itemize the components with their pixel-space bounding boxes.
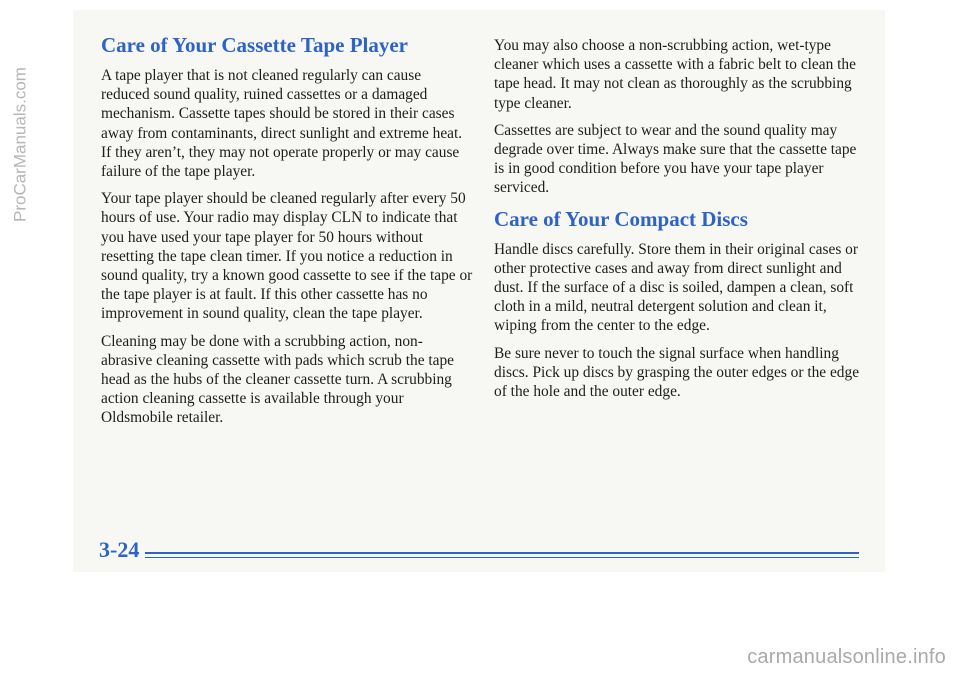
right-column — [494, 36, 866, 409]
bottom-watermark: carmanualsonline.info — [747, 646, 946, 668]
cassette-care-paragraph-2: Your tape player should be cleaned regularly after every 50 hours of use. Your radio may display CLN to indicate that you have used your tape player for 50 hours without resetting the tape clean timer. If you notice a reduction in sound quality, try a known good cassette to see if the tape or the tape player is at fault. If this other cassette has no improvement in sound quality, clean the tape player. — [101, 190, 473, 323]
page-number: 3-24 — [99, 537, 140, 562]
disc-signal-surface-paragraph: Be sure never to touch the signal surface when handling discs. Pick up discs by grasping the outer edges or the edge of the hole and the outer edge. — [494, 344, 860, 401]
compact-disc-care-heading: Care of Your Compact Discs — [494, 206, 748, 231]
cassette-wear-paragraph: Cassettes are subject to wear and the sound quality may degrade over time. Always make sure that the cassette tape is in good condition before you have your tape player serviced. — [494, 121, 857, 197]
cassette-care-paragraph-3: Cleaning may be done with a scrubbing action, non-abrasive cleaning cassette with pads which scrub the tape head as the hubs of the cleaner cassette turn. A scrubbing action cleaning cassette is available through your Oldsmobile retailer. — [101, 332, 455, 427]
disc-handling-paragraph: Handle discs carefully. Store them in their original cases or other protective cases and away from direct sunlight and dust. If the surface of a disc is soiled, dampen a clean, soft cloth in a mild, neutral detergent solution and clean it, wiping from the center to the edge. — [494, 240, 858, 335]
cassette-care-paragraph-1: A tape player that is not cleaned regularly can cause reduced sound quality, ruined cassettes or a damaged mechanism. Cassette tapes should be stored in their cases away from contaminants, direct sunlight and extreme heat. If they aren’t, they may not operate properly or may cause failure of the tape player. — [101, 67, 463, 181]
side-watermark: ProCarManuals.com — [10, 67, 30, 222]
left-column — [101, 32, 473, 436]
wet-cleaner-paragraph: You may also choose a non-scrubbing action, wet-type cleaner which uses a cassette with a fabric belt to clean the tape head. It may not clean as thoroughly as the scrubbing type cleaner. — [494, 37, 856, 112]
manual-page — [73, 10, 885, 572]
footer-rule-thick — [145, 552, 859, 554]
cassette-care-heading: Care of Your Cassette Tape Player — [101, 33, 408, 57]
footer-rule-thin — [145, 557, 859, 558]
